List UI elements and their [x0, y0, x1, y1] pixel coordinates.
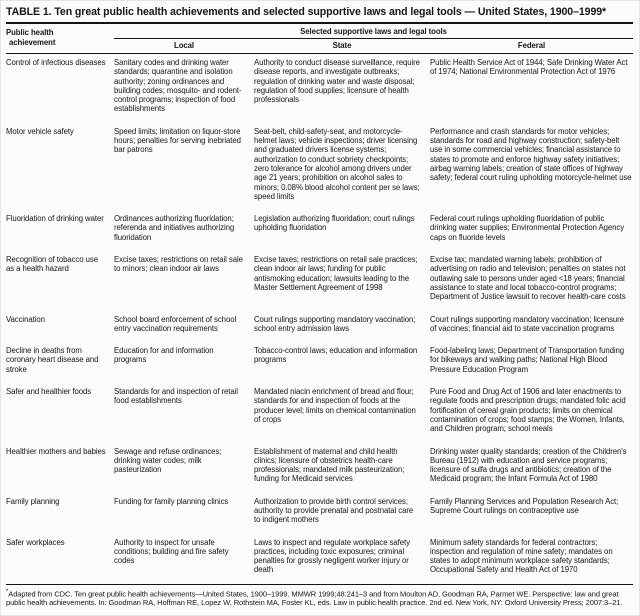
- cell-state: Laws to inspect and regulate workplace safety practices, including toxic exposures; criminal penalties for grossly negligent worker injury or death: [254, 537, 410, 575]
- footnote-text: Adapted from CDC. Ten great public health achievements—United States, 1900–1999. MMWR 1999;48:241–3 and from Moulton AD, Goodman RA, Parmet WE. Perspective: law and great public health achievements. In: Goodman RA, Hoffman RE, Lopez W, Rothstein MA, Foster KL, eds. Law in public health practice. 2nd ed. New York, NY: Oxford University Press; 2007:3–21.: [6, 589, 623, 608]
- header-group-laws: Selected supportive laws and legal tools: [114, 24, 633, 39]
- table-row: [6, 443, 633, 493]
- table-row: [6, 493, 633, 534]
- achievements-table: [6, 24, 633, 585]
- cell-local: Sanitary codes and drinking water standards; quarantine and isolation authority; zoning ordinances and building codes; mosquito- and rodent-control programs; inspection of food establishments: [114, 58, 242, 114]
- cell-federal: Food-labeling laws; Department of Transportation funding for bikeways and walking paths; National High Blood Pressure Education Program: [430, 346, 625, 374]
- table-row: [6, 534, 633, 585]
- footnote: [6, 585, 633, 608]
- cell-federal: Minimum safety standards for federal contractors; inspection and regulation of mine safety; mandates on states to adopt minimum workplace safety standards; Occupational Safety and Health Act of 1970: [430, 537, 613, 575]
- table-row: [6, 123, 633, 210]
- cell-federal: Federal court rulings upholding fluoridation of public drinking water supplies; Environmental Protection Agency caps on fluoride levels: [430, 214, 625, 242]
- cell-state: Excise taxes; restrictions on retail sale practices; clean indoor air laws; funding for public antismoking education; lawsuits leading to the Master Settlement Agreement of 1998: [254, 255, 418, 292]
- cell-achievement: Vaccination: [6, 314, 45, 324]
- cell-federal: Family Planning Services and Population Research Act; Supreme Court rulings on contraceptive use: [430, 496, 619, 515]
- cell-achievement: Control of infectious diseases: [6, 58, 106, 67]
- cell-local: Ordinances authorizing fluoridation; referenda and initiatives authorizing fluoridation: [114, 214, 235, 242]
- table-header: [6, 24, 633, 54]
- cell-local: Standards for and inspection of retail food establishments: [114, 387, 238, 406]
- cell-achievement: Motor vehicle safety: [6, 126, 74, 136]
- cell-achievement: Safer and healthier foods: [6, 387, 92, 397]
- header-public-health-achievement: [6, 24, 114, 54]
- table-row: [6, 383, 633, 442]
- table-row: [6, 210, 633, 251]
- cell-federal: Drinking water quality standards; creation of the Children's Bureau (1912) with education and service programs; licensure of sulfa drugs and antibiotics; creation of the Medicaid program; the Infant Formula Act of 1980: [430, 446, 627, 484]
- table-row: [6, 311, 633, 343]
- header-public-health-line2: achievement: [9, 38, 56, 47]
- cell-federal: Excise tax; mandated warning labels; prohibition of advertising on radio and television; penalties on states not outlawing sale to persons under aged <18 years; financial assistance to state and local tobacco-control programs; Department of Justice lawsuit to recover health-care costs: [430, 255, 626, 302]
- cell-achievement: Safer workplaces: [6, 537, 65, 547]
- cell-local: Speed limits; limitation on liquor-store hours; penalties for serving inebriated bar patrons: [114, 126, 241, 155]
- cell-local: Sewage and refuse ordinances; drinking water codes; milk pasteurization: [114, 446, 222, 475]
- footnote-asterisk: *: [6, 588, 9, 595]
- cell-federal: Court rulings supporting mandatory vaccination; licensure of vaccines; financial aid to state vaccination programs: [430, 314, 624, 333]
- cell-achievement: Family planning: [6, 496, 60, 506]
- cell-achievement: Fluoridation of drinking water: [6, 214, 104, 224]
- header-state: State: [254, 39, 430, 54]
- header-local: Local: [114, 39, 254, 54]
- table-body: [6, 54, 633, 585]
- cell-local: Funding for family planning clinics: [114, 496, 229, 506]
- cell-state: Tobacco-control laws; education and information programs: [254, 346, 418, 365]
- cell-state: Authorization to provide birth control services; authority to provide prenatal and postnatal care to indigent mothers: [254, 496, 414, 525]
- cell-state: Mandated niacin enrichment of bread and flour; standards for and inspection of foods at the producer level; limits on chemical contamination of crops: [254, 387, 416, 424]
- cell-state: Establishment of maternal and child health clinics; licensure of obstetrics health-care professionals; mandated milk pasteurization; funding for Medicaid services: [254, 446, 405, 484]
- cell-local: Education for and information programs: [114, 346, 214, 365]
- cell-achievement: Healthier mothers and babies: [6, 446, 106, 456]
- cell-state: Court rulings supporting mandatory vaccination; school entry admission laws: [254, 314, 416, 333]
- cell-local: School board enforcement of school entry vaccination requirements: [114, 314, 237, 333]
- cell-federal: Public Health Service Act of 1944; Safe Drinking Water Act of 1974; National Environmental Protection Act of 1976: [430, 58, 628, 77]
- table-title: TABLE 1. Ten great public health achievements and selected supportive laws and legal tools — United States, 1900–1999*: [6, 5, 633, 24]
- cell-local: Authority to inspect for unsafe conditions; building and fire safety codes: [114, 537, 229, 566]
- cell-state: Authority to conduct disease surveillance, require disease reports, and investigate outbreaks; regulation of drinking water and waste disposal; regulation of food supplies; licensure of health professionals: [254, 58, 420, 105]
- table-row: [6, 342, 633, 383]
- cell-achievement: Decline in deaths from coronary heart disease and stroke: [6, 346, 99, 374]
- cell-federal: Pure Food and Drug Act of 1906 and later enactments to regulate foods and prescription drugs; mandated folic acid fortification of cereal grain products; limits on chemical contamination of crops; food stamps; the Women, Infants, and Children program; school meals: [430, 387, 626, 434]
- cell-state: Seat-belt, child-safety-seat, and motorcycle-helmet laws; vehicle inspections; driver licensing and graduated drivers license systems; authorization to conduct sobriety checkpoints; zero tolerance for alcohol among drivers under age 21 years; prohibition on alcohol sales to minors; 0.08% blood alcohol content per se laws; speed limits: [254, 126, 420, 201]
- cell-federal: Performance and crash standards for motor vehicles; standards for road and highway construction; safety-belt use in some commercial vehicles; financial assistance to states to promote and enforce highway safety initiatives; airbag warning labels; creation of state offices of highway safety; federal court ruling upholding motorcycle-helmet use: [430, 126, 632, 183]
- table-row: [6, 54, 633, 123]
- table-row: [6, 251, 633, 310]
- header-row-group: [6, 24, 633, 39]
- header-public-health-line1: Public health: [6, 28, 54, 37]
- cell-achievement: Recognition of tobacco use as a health hazard: [6, 255, 98, 274]
- cell-state: Legislation authorizing fluoridation; court rulings upholding fluoridation: [254, 214, 415, 233]
- cell-local: Excise taxes; restrictions on retail sale to minors; clean indoor air laws: [114, 255, 243, 274]
- header-federal: Federal: [430, 39, 633, 54]
